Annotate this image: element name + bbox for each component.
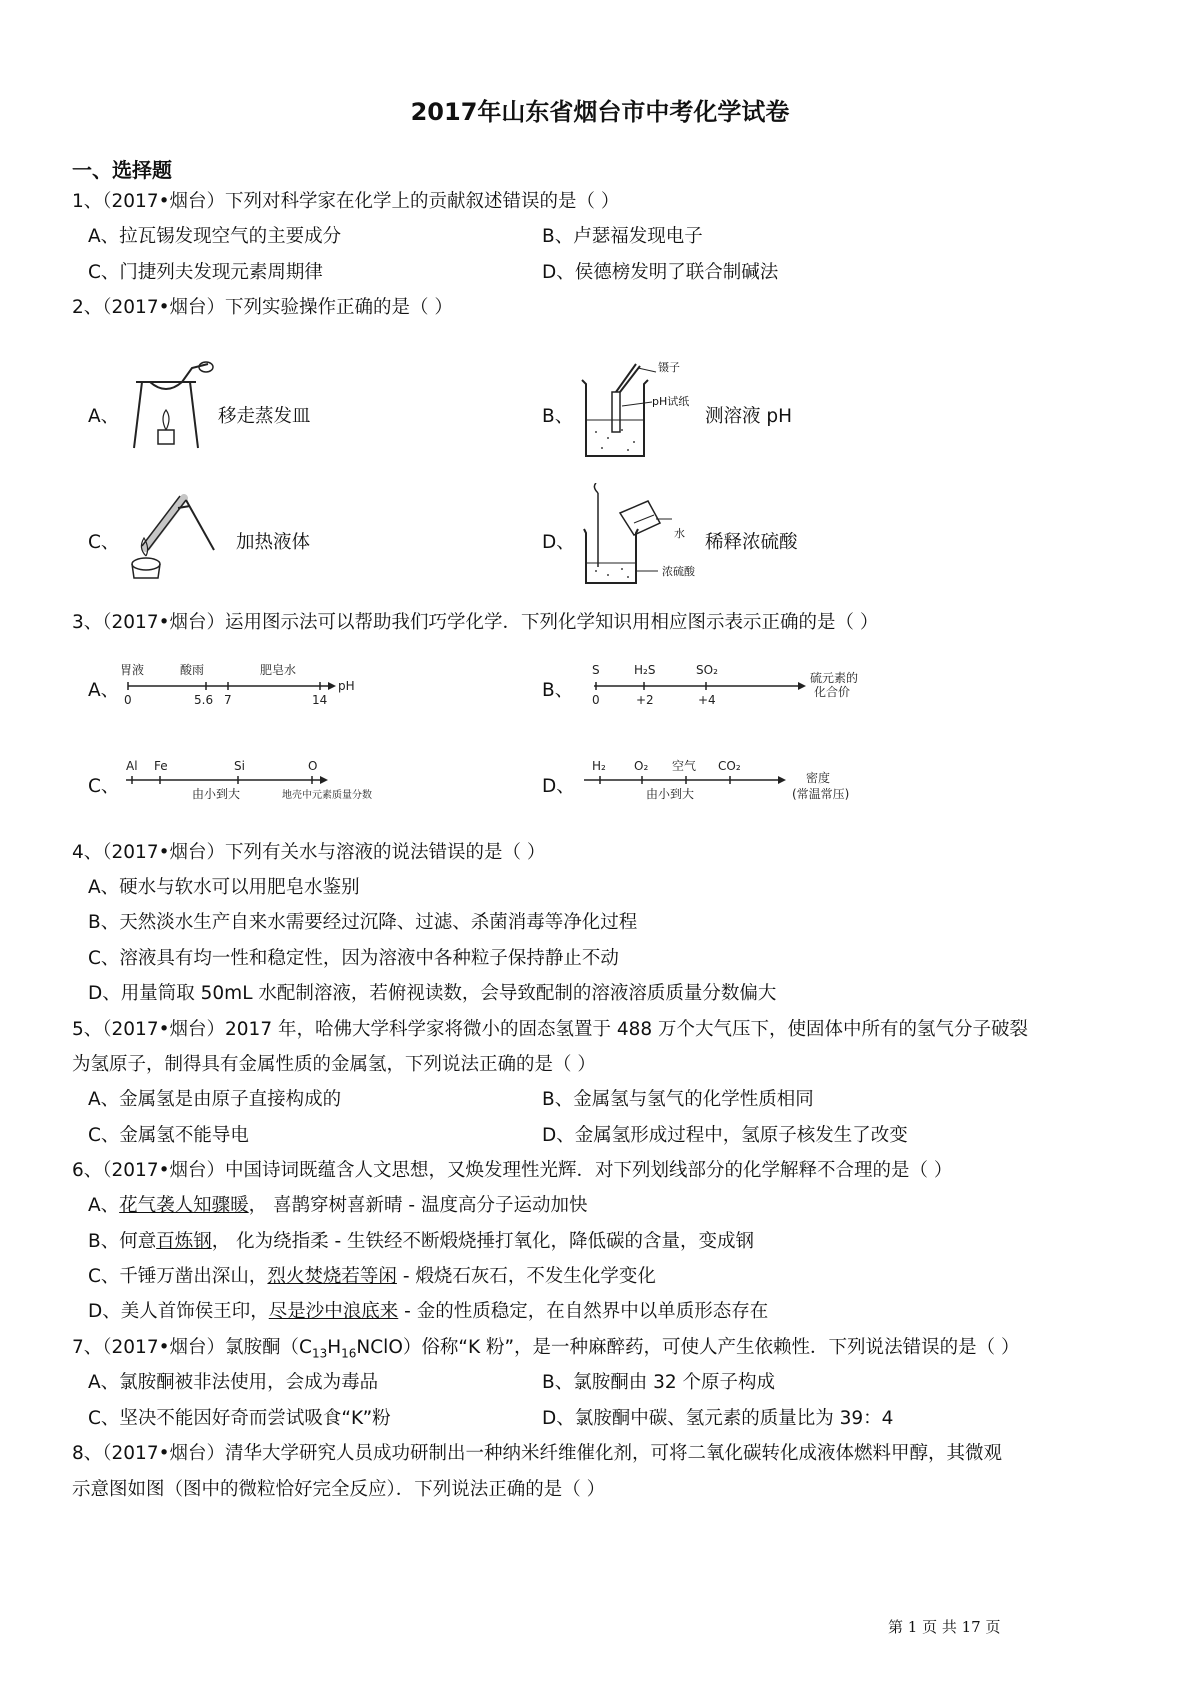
valence-tick-0: 0 — [592, 693, 600, 707]
q8-stem-line1: 8、（2017•烟台）清华大学研究人员成功研制出一种纳米纤维催化剂，可将二氧化碳转化成液体燃料甲醇，其微观 — [72, 1443, 1003, 1464]
sulfur-valence-figure — [588, 658, 878, 710]
q6-c-suffix: - 煅烧石灰石，不发生化学变化 — [396, 1266, 656, 1287]
q6-d-prefix: D、美人首饰侯王印， — [88, 1301, 269, 1322]
density-order-label: 由小到大 — [646, 787, 695, 801]
q7-stem — [72, 1336, 1019, 1366]
q1-option-b: B、卢瑟福发现电子 — [542, 226, 703, 247]
ph-label-acid-rain: 酸雨 — [180, 663, 205, 677]
q6-a-suffix: ， 喜鹊穿树喜新晴 - 温度高分子运动加快 — [248, 1195, 588, 1216]
q5-option-a: A、金属氢是由原子直接构成的 — [88, 1089, 342, 1110]
density-axis-end-2: (常温常压) — [792, 787, 850, 801]
q2-option-a-letter: A、 — [88, 406, 120, 427]
q6-stem: 6、（2017•烟台）中国诗词既蕴含人文思想，又焕发理性光辉．对下列划线部分的化学解释不合理的是（ ） — [72, 1160, 953, 1181]
q3-option-d-letter: D、 — [542, 776, 575, 797]
q7-hydrogen-symbol: H — [327, 1337, 342, 1358]
crust-abundance-figure — [120, 756, 410, 812]
q7-carbon-subscript: 13 — [311, 1346, 328, 1361]
crust-label-o: O — [308, 759, 318, 773]
q6-a-prefix: A、 — [88, 1195, 120, 1216]
q6-b-prefix: B、何意 — [88, 1231, 157, 1252]
q6-c-prefix: C、千锤万凿出深山， — [88, 1266, 268, 1287]
crust-label-al: Al — [126, 759, 138, 773]
q2-option-d-text: 稀释浓硫酸 — [705, 532, 798, 553]
conc-acid-label: 浓硫酸 — [662, 565, 695, 578]
q2-option-c-letter: C、 — [88, 532, 120, 553]
q3-option-b-letter: B、 — [542, 680, 574, 701]
q4-stem: 4、（2017•烟台）下列有关水与溶液的说法错误的是（ ） — [72, 842, 546, 863]
q4-option-b: B、天然淡水生产自来水需要经过沉降、过滤、杀菌消毒等净化过程 — [88, 912, 638, 933]
density-axis-end-1: 密度 — [806, 771, 831, 785]
density-label-air: 空气 — [672, 759, 697, 773]
q5-option-b: B、金属氢与氢气的化学性质相同 — [542, 1089, 814, 1110]
q4-option-a: A、硬水与软水可以用肥皂水鉴别 — [88, 877, 360, 898]
ph-label-gastric: 胃液 — [120, 663, 145, 677]
density-label-h2: H₂ — [592, 759, 606, 773]
q4-option-c: C、溶液具有均一性和稳定性，因为溶液中各种粒子保持静止不动 — [88, 948, 619, 969]
valence-label-so2: SO₂ — [696, 663, 718, 677]
ph-axis-end: pH — [338, 679, 355, 693]
valence-axis-end-1: 硫元素的 — [810, 671, 859, 685]
q7-option-d: D、氯胺酮中碳、氢元素的质量比为 39：4 — [542, 1408, 894, 1429]
crust-label-si: Si — [234, 759, 245, 773]
q7-hydrogen-subscript: 16 — [341, 1346, 357, 1361]
q7-option-a: A、氯胺酮被非法使用，会成为毒品 — [88, 1372, 379, 1393]
q2-option-c-text: 加热液体 — [236, 532, 311, 553]
page-title: 2017年山东省烟台市中考化学试卷 — [410, 98, 790, 126]
valence-axis-end-2: 化合价 — [814, 685, 851, 699]
q6-option-c — [88, 1265, 656, 1289]
q7-stem-prefix: 7、（2017•烟台）氯胺酮（C — [72, 1337, 312, 1358]
q2-option-b-letter: B、 — [542, 406, 574, 427]
q6-option-b — [88, 1230, 754, 1254]
q6-c-underlined: 烈火焚烧若等闲 — [267, 1266, 397, 1287]
ph-tick-5-6: 5.6 — [194, 693, 214, 707]
valence-label-h2s: H₂S — [634, 663, 656, 677]
q7-option-c: C、坚决不能因好奇而尝试吸食“K”粉 — [88, 1408, 391, 1429]
q4-option-d: D、用量筒取 50mL 水配制溶液，若俯视读数，会导致配制的溶液溶质质量分数偏大 — [88, 983, 777, 1004]
tweezers-label: 镊子 — [658, 361, 680, 374]
ph-tick-7: 7 — [224, 693, 232, 707]
valence-tick-4: +4 — [698, 693, 716, 707]
q6-d-suffix: - 金的性质稳定，在自然界中以单质形态存在 — [398, 1301, 769, 1322]
water-label: 水 — [674, 527, 685, 540]
density-label-co2: CO₂ — [718, 759, 741, 773]
q8-stem-line2: 示意图如图（图中的微粒恰好完全反应）．下列说法正确的是（ ） — [72, 1479, 606, 1500]
q3-option-c-letter: C、 — [88, 776, 120, 797]
q6-b-underlined: 百炼钢 — [156, 1231, 212, 1252]
q1-stem: 1、（2017•烟台）下列对科学家在化学上的贡献叙述错误的是（ ） — [72, 191, 620, 212]
q2-stem: 2、（2017•烟台）下列实验操作正确的是（ ） — [72, 297, 453, 318]
q1-option-a: A、拉瓦锡发现空气的主要成分 — [88, 226, 342, 247]
ph-paper-label: pH试纸 — [652, 395, 690, 408]
q6-a-underlined: 花气袭人知骤暖 — [119, 1195, 249, 1216]
q2-option-b-text: 测溶液 pH — [705, 406, 793, 427]
valence-label-s: S — [592, 663, 600, 677]
q7-option-b: B、氯胺酮由 32 个原子构成 — [542, 1372, 775, 1393]
ph-tick-0: 0 — [124, 693, 132, 707]
crust-axis-end: 地壳中元素质量分数 — [282, 790, 372, 801]
q5-stem-line2: 为氢原子，制得具有金属性质的金属氢，下列说法正确的是（ ） — [72, 1054, 596, 1075]
q2-option-d-letter: D、 — [542, 532, 575, 553]
q6-option-a — [88, 1194, 588, 1218]
q3-option-a-letter: A、 — [88, 680, 120, 701]
q5-option-d: D、金属氢形成过程中，氢原子核发生了改变 — [542, 1125, 908, 1146]
q5-stem-line1: 5、（2017•烟台）2017 年，哈佛大学科学家将微小的固态氢置于 488 万个大气压下，使固体中所有的氢气分子破裂 — [72, 1019, 1029, 1040]
q1-option-d: D、侯德榜发明了联合制碱法 — [542, 262, 779, 283]
q2-option-a-text: 移走蒸发皿 — [218, 406, 311, 427]
ph-label-soap: 肥皂水 — [260, 663, 297, 677]
evaporating-dish-figure — [128, 360, 218, 455]
density-label-o2: O₂ — [634, 759, 649, 773]
ph-test-figure — [578, 362, 688, 462]
q6-option-d — [88, 1300, 768, 1324]
crust-label-fe: Fe — [154, 759, 168, 773]
q6-b-suffix: ， 化为绕指柔 - 生铁经不断煅烧捶打氧化，降低碳的含量，变成钢 — [211, 1231, 755, 1252]
ph-scale-figure — [120, 658, 370, 710]
crust-order-label: 由小到大 — [192, 787, 241, 801]
q3-stem: 3、（2017•烟台）运用图示法可以帮助我们巧学化学．下列化学知识用相应图示表示正确的是（ ） — [72, 612, 879, 633]
heating-liquid-figure — [118, 486, 233, 586]
page-footer: 第 1 页 共 17 页 — [888, 1618, 1001, 1636]
q1-option-c: C、门捷列夫发现元素周期律 — [88, 262, 323, 283]
section-heading: 一、选择题 — [72, 158, 172, 182]
density-figure — [578, 756, 878, 812]
q5-option-c: C、金属氢不能导电 — [88, 1125, 249, 1146]
valence-tick-2: +2 — [636, 693, 654, 707]
ph-tick-14: 14 — [312, 693, 328, 707]
q7-stem-suffix: NClO）俗称“K 粉”，是一种麻醉药，可使人产生依赖性．下列说法错误的是（ ） — [356, 1337, 1020, 1358]
q6-d-underlined: 尽是沙中浪底来 — [268, 1301, 399, 1322]
